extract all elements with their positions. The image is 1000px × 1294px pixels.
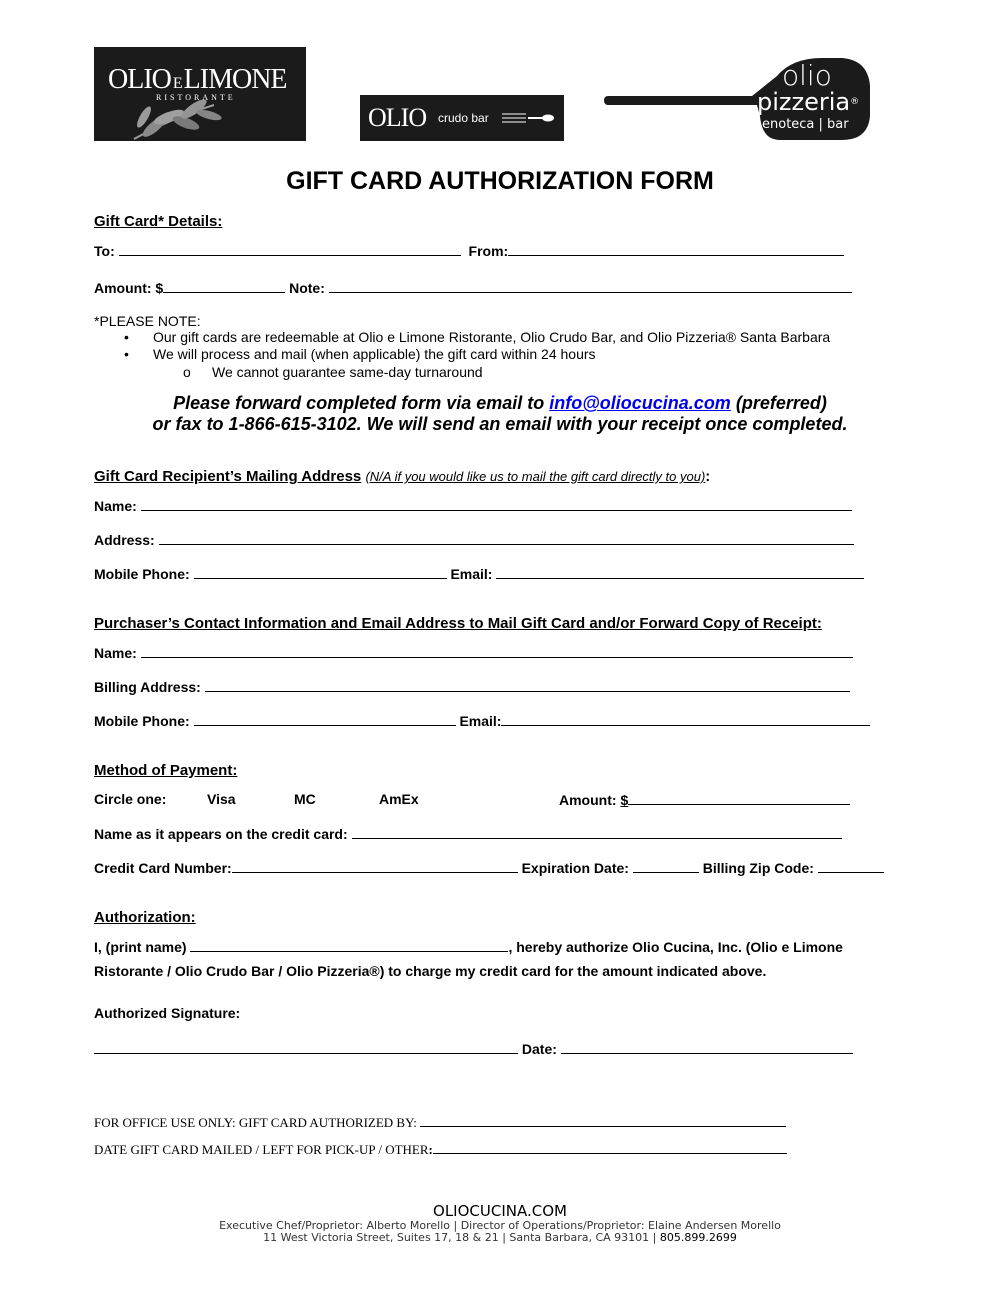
amount-label: Amount: $: [94, 280, 164, 296]
olio-e-limone-logo: [94, 47, 306, 141]
email-link[interactable]: info@oliocucina.com: [549, 393, 731, 413]
recipient-name-field[interactable]: [141, 496, 852, 511]
purchaser-heading: Purchaser’s Contact Information and Email Address to Mail Gift Card and/or Forward Copy of Receipt:: [94, 615, 822, 632]
date-field[interactable]: [561, 1039, 853, 1054]
option-visa[interactable]: Visa: [207, 791, 236, 807]
cardname-field[interactable]: [352, 824, 842, 839]
billing-address-label: Billing Address:: [94, 679, 201, 695]
office-mailed-field[interactable]: [433, 1141, 787, 1154]
instructions-line2: or fax to 1-866-615-3102. We will send an email with your receipt once completed.: [152, 414, 848, 434]
office-authorized-field[interactable]: [420, 1114, 786, 1127]
logo-name-b: LIMONE: [183, 64, 287, 95]
recipient-phone-field[interactable]: [194, 564, 447, 579]
please-note: *PLEASE NOTE:: [94, 313, 201, 329]
gift-card-heading: Gift Card* Details:: [94, 213, 223, 230]
to-label: To:: [94, 243, 115, 259]
circle-one-label: Circle one:: [94, 791, 167, 807]
cardnumber-field[interactable]: [232, 858, 518, 873]
authorize-text-2: Ristorante / Olio Crudo Bar / Olio Pizzeria®) to charge my credit card for the amount indicated above.: [94, 963, 767, 979]
recipient-heading: Gift Card Recipient’s Mailing Address: [94, 468, 362, 485]
purchaser-phone-label: Mobile Phone:: [94, 713, 190, 729]
authorization-heading: Authorization:: [94, 909, 196, 926]
recipient-name-label: Name:: [94, 498, 137, 514]
office-line1-label: FOR OFFICE USE ONLY: GIFT CARD AUTHORIZED BY:: [94, 1115, 417, 1130]
note-label: Note:: [289, 280, 325, 296]
zip-label: Billing Zip Code:: [702, 860, 814, 876]
purchaser-name-label: Name:: [94, 645, 137, 661]
logo-subtitle: RISTORANTE: [156, 93, 236, 102]
payment-heading: Method of Payment:: [94, 762, 238, 779]
option-amex[interactable]: AmEx: [379, 791, 419, 807]
fork-icon: [500, 108, 560, 128]
recipient-note: (N/A if you would like us to mail the gift card directly to you): [365, 469, 706, 484]
recipient-email-field[interactable]: [496, 564, 864, 579]
pizzeria-logo-line3: enoteca | bar: [762, 117, 849, 132]
billing-address-field[interactable]: [205, 677, 850, 692]
purchaser-name-field[interactable]: [141, 643, 853, 658]
print-name-label: I, (print name): [94, 939, 187, 955]
crudo-logo-subtitle: crudo bar: [438, 111, 489, 125]
to-field[interactable]: [119, 241, 461, 256]
date-label: Date:: [521, 1041, 557, 1057]
list-item: • Our gift cards are redeemable at Olio e Limone Ristorante, Olio Crudo Bar, and Olio Pizzeria® Santa Barbara: [124, 329, 831, 345]
zip-field[interactable]: [818, 858, 884, 873]
footer-phone: 805.899.2699: [659, 1231, 737, 1244]
footer-line2: 11 West Victoria Street, Suites 17, 18 & 21 | Santa Barbara, CA 93101 | 805.899.2699: [263, 1231, 737, 1244]
print-name-field[interactable]: [190, 937, 508, 952]
olio-crudo-logo: [360, 95, 564, 141]
payment-amount-dollar: $: [620, 792, 629, 808]
recipient-email-label: Email:: [450, 566, 493, 582]
office-line2-colon: :: [428, 1142, 433, 1157]
recipient-colon: :: [705, 468, 711, 485]
crudo-logo-name: OLIO: [368, 103, 427, 132]
recipient-phone-label: Mobile Phone:: [94, 566, 190, 582]
authorize-text-1: , hereby authorize Olio Cucina, Inc. (Olio e Limone: [508, 939, 843, 955]
from-label: From:: [468, 243, 509, 259]
footer-line1: Executive Chef/Proprietor: Alberto Morello | Director of Operations/Proprietor: Elaine Andersen Morello: [219, 1219, 781, 1232]
pizzeria-logo-line1: olio: [782, 59, 832, 92]
logo-name-a: OLIO: [108, 64, 171, 95]
option-mc[interactable]: MC: [294, 791, 316, 807]
list-item: • We will process and mail (when applicable) the gift card within 24 hours: [124, 346, 596, 362]
page-title: GIFT CARD AUTHORIZATION FORM: [286, 167, 714, 195]
payment-amount-label: Amount:: [559, 792, 617, 808]
expiration-label: Expiration Date:: [521, 860, 629, 876]
cardname-label: Name as it appears on the credit card:: [94, 826, 348, 842]
instructions-line1: Please forward completed form via email to info@oliocucina.com (preferred): [173, 393, 827, 413]
signature-label: Authorized Signature:: [94, 1005, 241, 1021]
office-line2-label: DATE GIFT CARD MAILED / LEFT FOR PICK-UP / OTHER: [94, 1142, 429, 1157]
amount-field[interactable]: [163, 278, 285, 293]
pizzeria-logo-line2: pizzeria: [757, 88, 851, 116]
note-bullets: [120, 329, 830, 363]
purchaser-email-label: Email:: [459, 713, 502, 729]
recipient-address-field[interactable]: [159, 530, 854, 545]
purchaser-phone-field[interactable]: [194, 711, 456, 726]
logo-name-e: E: [172, 75, 182, 92]
from-field[interactable]: [508, 241, 844, 256]
signature-field[interactable]: [94, 1039, 518, 1054]
expiration-field[interactable]: [633, 858, 699, 873]
pizzeria-logo-reg: ®: [850, 97, 860, 107]
purchaser-email-field[interactable]: [501, 711, 870, 726]
cardnumber-label: Credit Card Number:: [94, 860, 232, 876]
recipient-address-label: Address:: [94, 532, 155, 548]
note-field[interactable]: [329, 278, 852, 293]
footer-site: OLIOCUCINA.COM: [433, 1202, 567, 1220]
payment-amount-field[interactable]: [628, 790, 850, 805]
